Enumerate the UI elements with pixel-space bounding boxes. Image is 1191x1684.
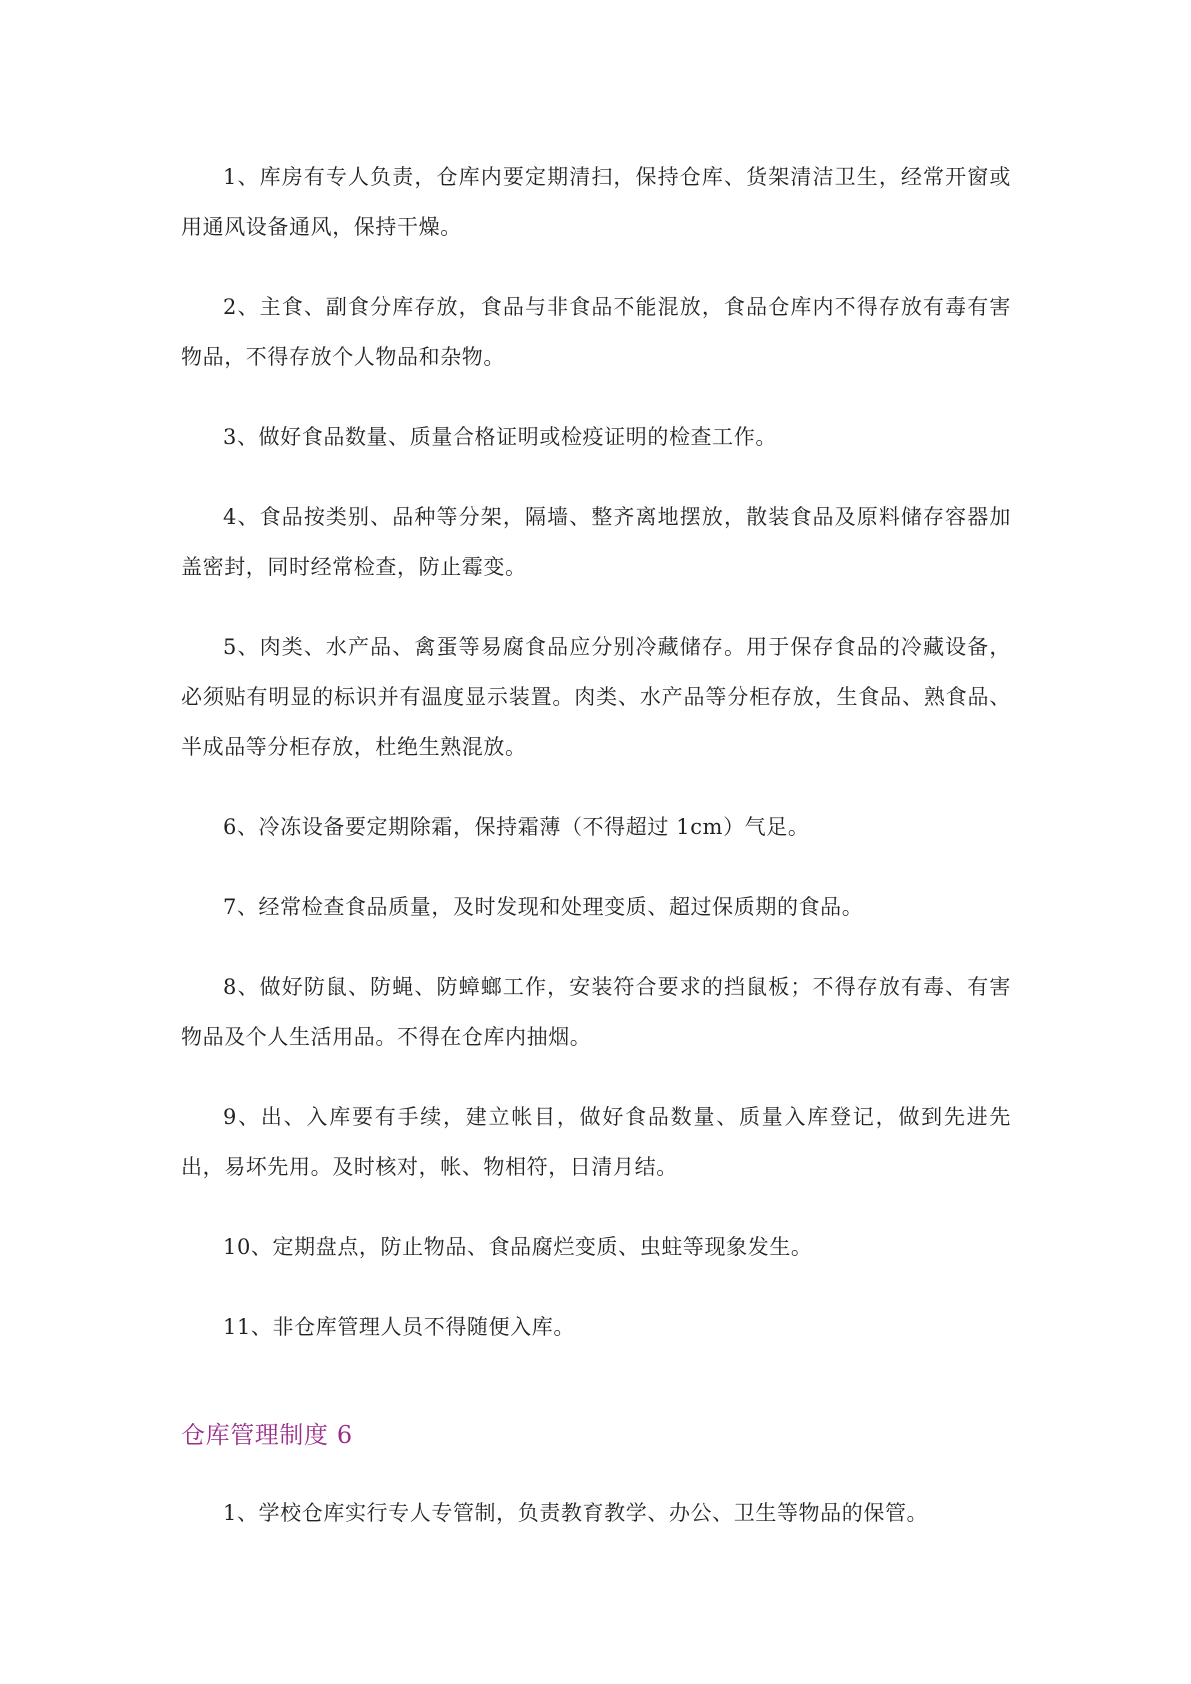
document-body: [181, 152, 1011, 1568]
paragraph-rule-10: 10、定期盘点，防止物品、食品腐烂变质、虫蛀等现象发生。: [223, 1235, 813, 1259]
paragraph-rule-9: 9、出、入库要有手续，建立帐目，做好食品数量、质量入库登记，做到先进先出，易坏先用。及时核对，帐、物相符，日清月结。: [181, 1105, 1011, 1179]
paragraph-rule-11: 11、非仓库管理人员不得随便入库。: [223, 1315, 575, 1339]
paragraph-rule-2: 2、主食、副食分库存放，食品与非食品不能混放，食品仓库内不得存放有毒有害物品，不得存放个人物品和杂物。: [181, 295, 1011, 369]
paragraph-rule-6: 6、冷冻设备要定期除霜，保持霜薄（不得超过 1cm）气足。: [223, 815, 810, 839]
paragraph-rule-3: 3、做好食品数量、质量合格证明或检疫证明的检查工作。: [223, 425, 777, 449]
paragraph-rule-8: 8、做好防鼠、防蝇、防蟑螂工作，安装符合要求的挡鼠板；不得存放有毒、有害物品及个人生活用品。不得在仓库内抽烟。: [181, 975, 1011, 1049]
section-heading: 仓库管理制度 6: [181, 1421, 353, 1449]
paragraph-rule-1: 1、库房有专人负责，仓库内要定期清扫，保持仓库、货架清洁卫生，经常开窗或用通风设备通风，保持干燥。: [181, 165, 1011, 239]
paragraph-rule-7: 7、经常检查食品质量，及时发现和处理变质、超过保质期的食品。: [223, 895, 864, 919]
paragraph-section-6-rule-1: 1、学校仓库实行专人专管制，负责教育教学、办公、卫生等物品的保管。: [223, 1501, 929, 1525]
paragraph-rule-5: 5、肉类、水产品、禽蛋等易腐食品应分别冷藏储存。用于保存食品的冷藏设备，必须贴有明显的标识并有温度显示装置。肉类、水产品等分柜存放，生食品、熟食品、半成品等分柜存放，杜绝生熟混放。: [181, 635, 1011, 759]
paragraph-rule-4: 4、食品按类别、品种等分架，隔墙、整齐离地摆放，散装食品及原料储存容器加盖密封，同时经常检查，防止霉变。: [181, 505, 1011, 579]
